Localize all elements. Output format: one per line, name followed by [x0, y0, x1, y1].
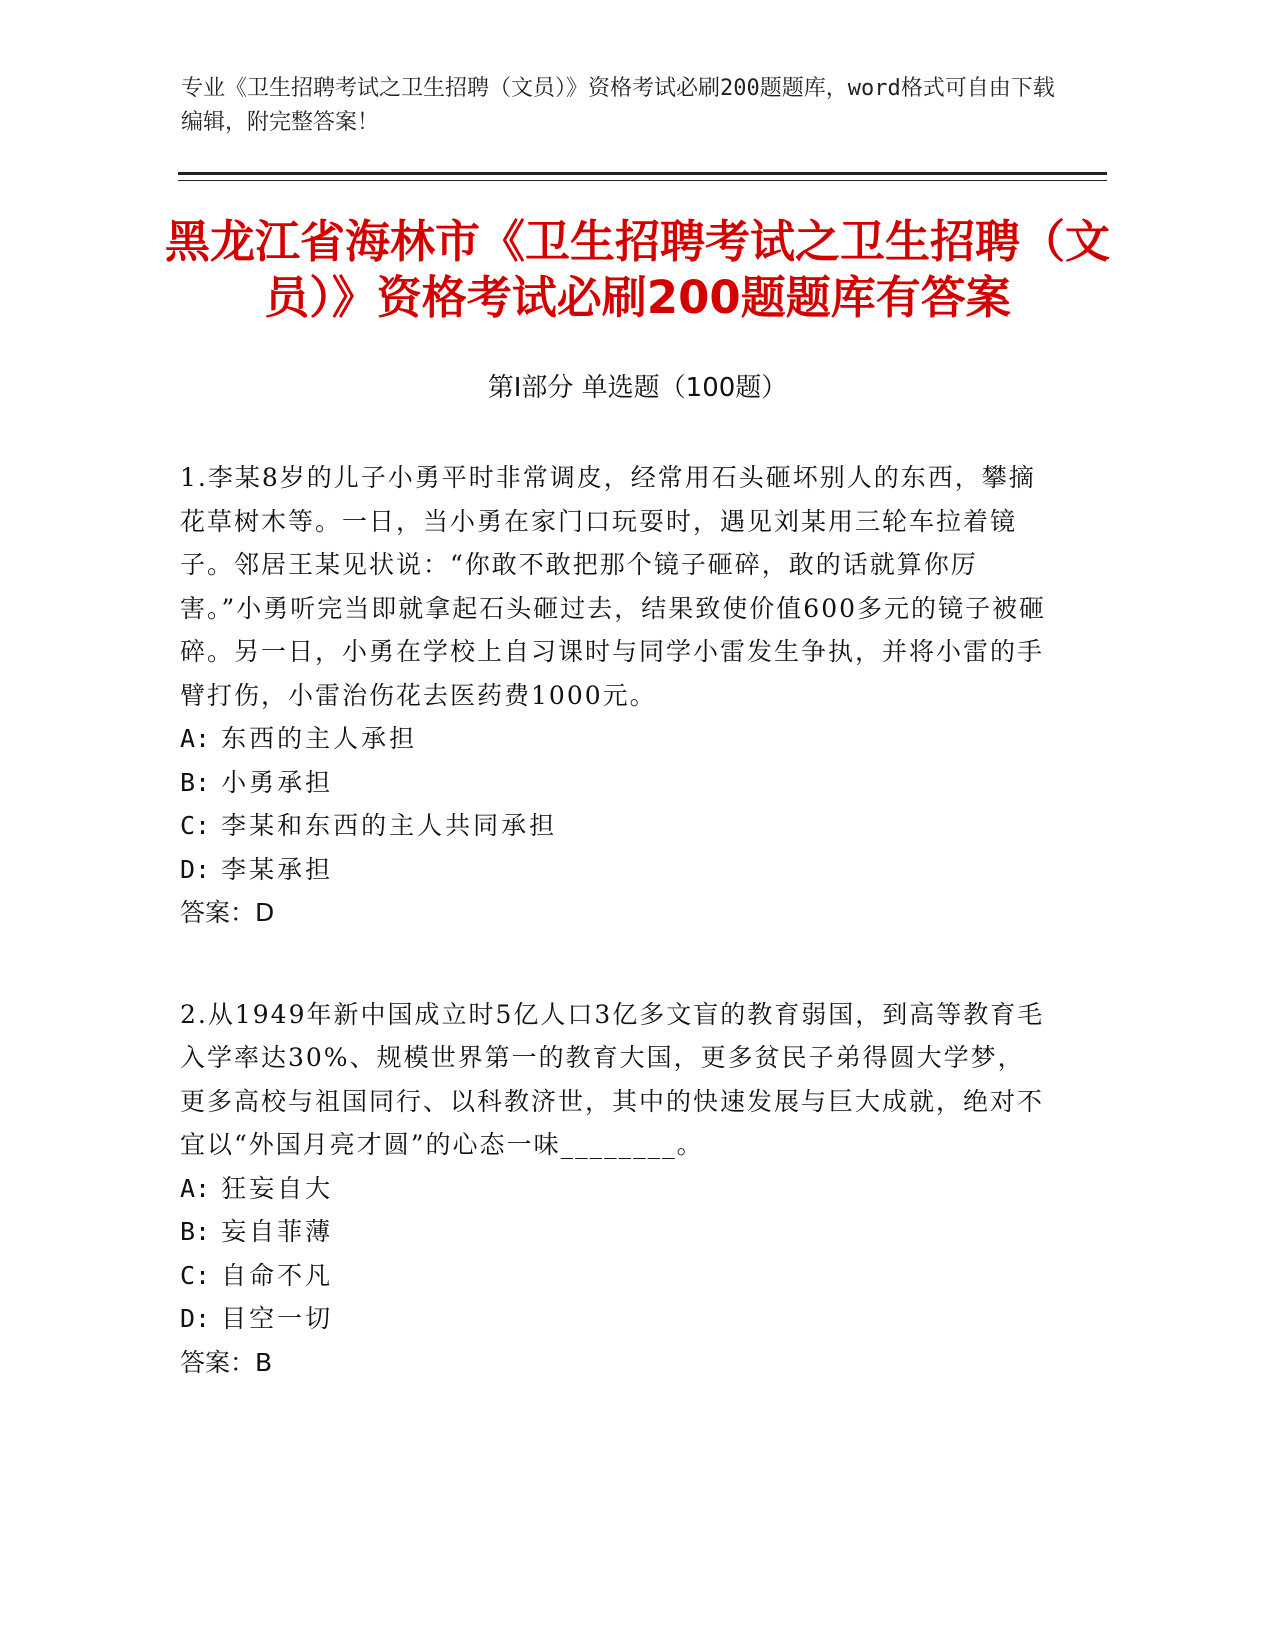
question-list	[180, 456, 1050, 1384]
option-text: 李某承担	[221, 854, 334, 884]
option-text: 狂妄自大	[221, 1173, 334, 1203]
option-c	[180, 1254, 1050, 1298]
option-c	[180, 804, 1050, 848]
option-key: D:	[180, 854, 211, 884]
answer-line: 答案：B	[180, 1347, 273, 1377]
question-stem: 2.从1949年新中国成立时5亿人口3亿多文盲的教育弱国，到高等教育毛入学率达30%、规模世界第一的教育大国，更多贫民子弟得圆大学梦，更多高校与祖国同行、以科教济世，其中的快速发展与巨大成就，绝对不宜以“外国月亮才圆”的心态一味________。	[180, 999, 1045, 1159]
option-text: 自命不凡	[221, 1260, 334, 1290]
option-text: 李某和东西的主人共同承担	[221, 811, 558, 840]
option-text: 小勇承担	[221, 767, 334, 797]
option-text: 妄自菲薄	[221, 1217, 334, 1246]
option-d	[180, 848, 1050, 892]
option-text: 东西的主人承担	[221, 724, 418, 753]
question-item	[180, 993, 1050, 1385]
option-key: A:	[180, 724, 211, 753]
option-a	[180, 1167, 1050, 1211]
document-title: 黑龙江省海林市《卫生招聘考试之卫生招聘（文员）》资格考试必刷200题题库有答案	[164, 215, 1110, 324]
option-key: C:	[180, 1260, 211, 1290]
question-stem: 1.李某8岁的儿子小勇平时非常调皮，经常用石头砸坏别人的东西，攀摘花草树木等。一日，当小勇在家门口玩耍时，遇见刘某用三轮车拉着镜子。邻居王某见状说：“你敢不敢把那个镜子砸碎，敢的话就算你厉害。”小勇听完当即就拿起石头砸过去，结果致使价值600多元的镜子被砸碎。另一日，小勇在学校上自习课时与同学小雷发生争执，并将小雷的手臂打伤，小雷治伤花去医药费1000元。	[180, 463, 1047, 710]
option-key: C:	[180, 811, 211, 840]
answer-line: 答案：D	[180, 898, 275, 927]
option-key: D:	[180, 1304, 211, 1333]
option-key: B:	[180, 767, 211, 797]
option-key: A:	[180, 1173, 211, 1203]
option-b	[180, 1210, 1050, 1254]
option-d	[180, 1297, 1050, 1341]
header-rule-thick	[178, 172, 1107, 175]
header-rule-thin	[178, 180, 1107, 181]
option-b	[180, 761, 1050, 805]
option-key: B:	[180, 1217, 211, 1246]
question-item	[180, 456, 1050, 935]
option-text: 目空一切	[221, 1304, 334, 1333]
section-title: 第Ⅰ部分 单选题（100题）	[487, 373, 788, 403]
header-note: 专业《卫生招聘考试之卫生招聘（文员）》资格考试必刷200题题库，word格式可自由下载编辑，附完整答案！	[181, 76, 1055, 135]
option-a	[180, 717, 1050, 761]
